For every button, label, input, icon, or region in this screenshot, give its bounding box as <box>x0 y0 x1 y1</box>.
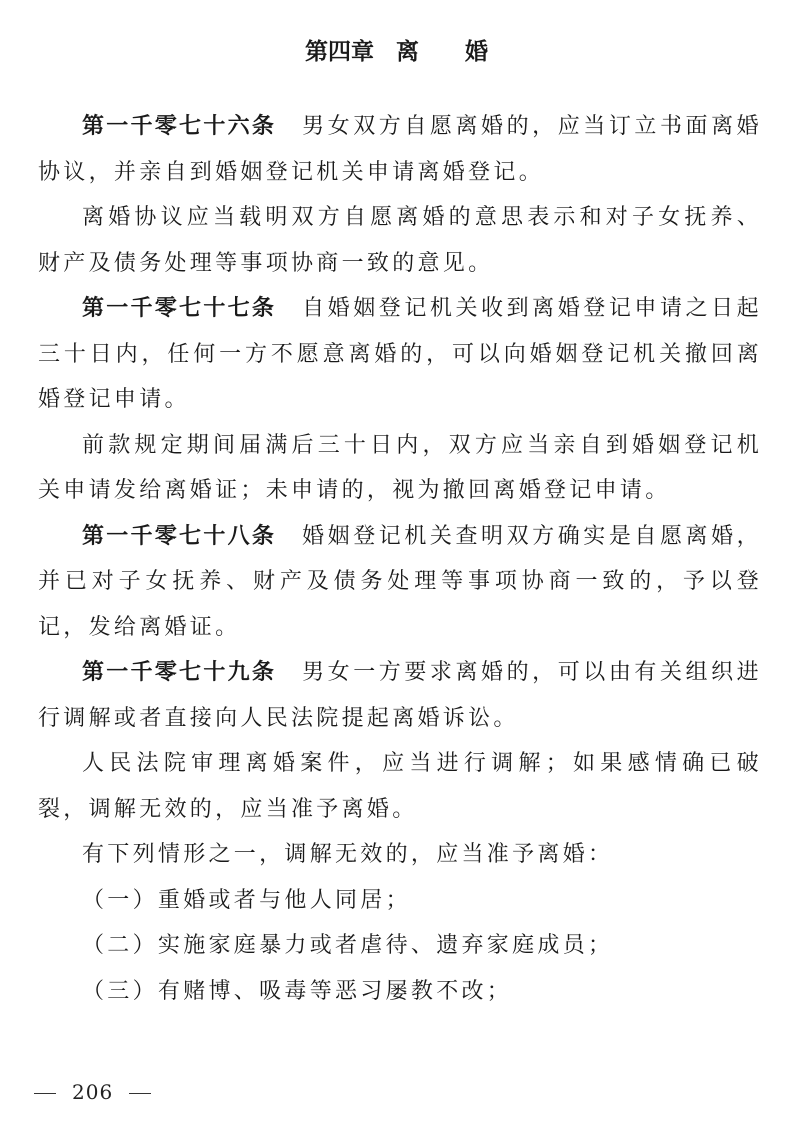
chapter-title-part-1: 离 <box>396 39 419 65</box>
document-body <box>38 104 762 1014</box>
list-item <box>38 923 762 969</box>
paragraph-text: （二）实施家庭暴力或者虐待、遗弃家庭成员； <box>82 933 614 958</box>
paragraph-text: 有下列情形之一，调解无效的，应当准予离婚： <box>82 842 614 867</box>
paragraph-text: （一）重婚或者与他人同居； <box>82 887 411 913</box>
paragraph <box>38 195 762 286</box>
paragraph-text: 男女双方自愿离婚的，应当订立书面离婚协议，并亲自到婚姻登记机关申请离婚登记。 <box>38 114 762 185</box>
paragraph <box>38 832 762 878</box>
paragraph-text: 自婚姻登记机关收到离婚登记申请之日起三十日内，任何一方不愿意离婚的，可以向婚姻登记机关撤回离婚登记申请。 <box>38 296 762 412</box>
list-item <box>38 878 762 924</box>
paragraph <box>38 104 762 195</box>
article-number: 第一千零七十八条 <box>82 523 277 549</box>
page-footer <box>34 1078 151 1106</box>
paragraph <box>38 286 762 423</box>
article-number: 第一千零七十九条 <box>82 660 277 685</box>
footer-dash-left <box>34 1093 56 1094</box>
paragraph <box>38 741 762 832</box>
page-number: 206 <box>72 1080 114 1104</box>
paragraph-text: 人民法院审理离婚案件，应当进行调解；如果感情确已破裂，调解无效的，应当准予离婚。 <box>38 751 762 822</box>
footer-dash-right <box>129 1093 151 1094</box>
article-number: 第一千零七十六条 <box>82 114 277 139</box>
paragraph-text: 离婚协议应当载明双方自愿离婚的意思表示和对子女抚养、财产及债务处理等事项协商一致的意见。 <box>38 205 762 276</box>
chapter-heading <box>0 30 793 74</box>
chapter-title-part-2: 婚 <box>465 39 488 65</box>
chapter-number: 第四章 <box>305 39 374 65</box>
paragraph <box>38 514 762 651</box>
paragraph-text: 男女一方要求离婚的，可以由有关组织进行调解或者直接向人民法院提起离婚诉讼。 <box>38 660 762 731</box>
paragraph-text: 前款规定期间届满后三十日内，双方应当亲自到婚姻登记机关申请发给离婚证；未申请的，视为撤回离婚登记申请。 <box>38 432 762 503</box>
paragraph <box>38 650 762 741</box>
paragraph-text: （三）有赌博、吸毒等恶习屡教不改； <box>82 978 513 1004</box>
paragraph <box>38 423 762 514</box>
paragraph-text: 婚姻登记机关查明双方确实是自愿离婚，并已对子女抚养、财产及债务处理等事项协商一致的，予以登记，发给离婚证。 <box>38 523 762 640</box>
list-item <box>38 969 762 1015</box>
article-number: 第一千零七十七条 <box>82 296 277 321</box>
